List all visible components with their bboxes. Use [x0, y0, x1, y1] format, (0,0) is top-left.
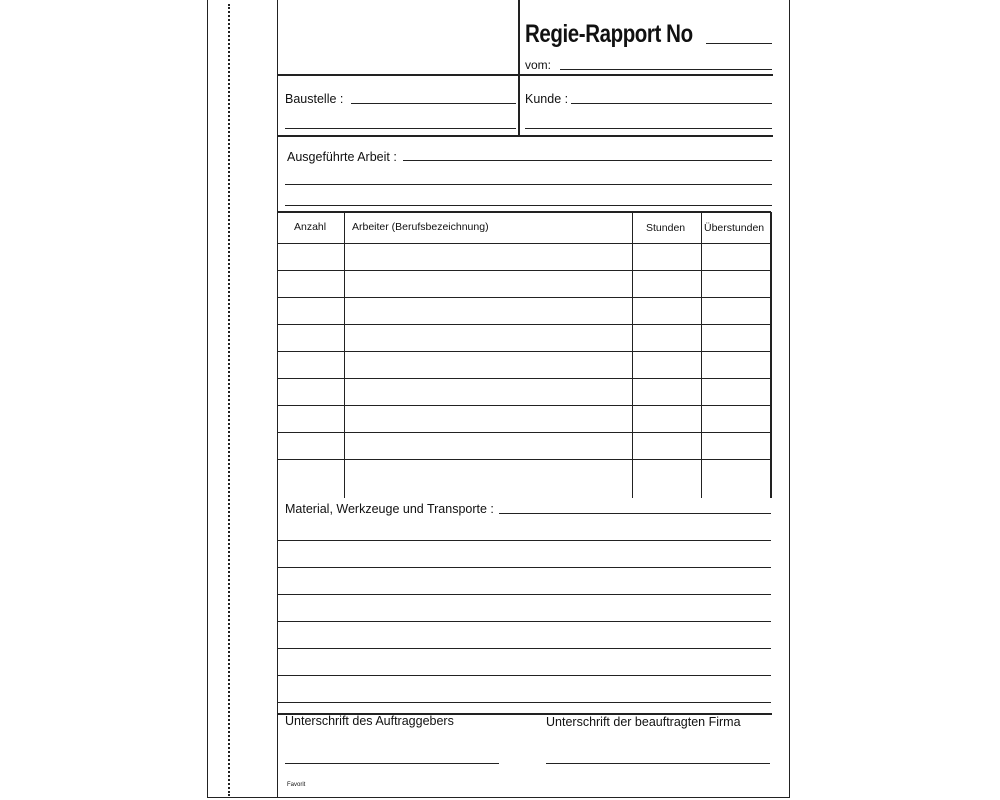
materials-line[interactable] [278, 594, 771, 595]
header-separator [278, 74, 773, 76]
col-header-overtime: Überstunden [704, 222, 765, 234]
table-row[interactable] [278, 405, 771, 406]
form-sheet [207, 0, 790, 798]
header-divider [518, 0, 520, 135]
form-title: Regie-Rapport No [525, 20, 693, 48]
table-row[interactable] [278, 270, 771, 271]
col-header-quantity: Anzahl [294, 221, 327, 233]
materials-line[interactable] [278, 621, 771, 622]
materials-field[interactable] [499, 513, 771, 514]
table-header-bottom [278, 243, 771, 244]
table-top-border [278, 211, 771, 213]
table-row[interactable] [278, 378, 771, 379]
table-row[interactable] [278, 324, 771, 325]
materials-line[interactable] [278, 567, 771, 568]
signature-company-label: Unterschrift der beauftragten Firma [546, 715, 741, 729]
work-field-line-3[interactable] [285, 205, 772, 206]
section-separator-work [278, 135, 773, 137]
table-row[interactable] [278, 351, 771, 352]
binding-margin-line [277, 0, 278, 798]
customer-field-line-2[interactable] [525, 128, 772, 129]
date-field[interactable] [560, 69, 772, 70]
materials-line[interactable] [278, 540, 771, 541]
table-row[interactable] [278, 459, 771, 460]
date-label: vom: [525, 58, 552, 72]
site-label: Baustelle : [285, 92, 344, 106]
perforation-line [228, 4, 230, 796]
work-field[interactable] [403, 160, 772, 161]
col-divider-1 [344, 212, 345, 498]
col-header-hours: Stunden [646, 222, 686, 234]
materials-line[interactable] [278, 702, 771, 703]
footer-brand: Favorit [287, 782, 306, 788]
table-right-border [770, 212, 772, 498]
site-field-line-2[interactable] [285, 128, 516, 129]
table-row[interactable] [278, 297, 771, 298]
work-field-line-2[interactable] [285, 184, 772, 185]
col-divider-2 [632, 212, 633, 498]
signature-company-field[interactable] [546, 763, 770, 764]
materials-line[interactable] [278, 675, 771, 676]
col-divider-3 [701, 212, 702, 498]
materials-label: Material, Werkzeuge und Transporte : [285, 502, 494, 516]
work-label: Ausgeführte Arbeit : [287, 150, 397, 164]
signature-client-label: Unterschrift des Auftraggebers [285, 714, 454, 728]
site-field[interactable] [351, 103, 516, 104]
report-number-field[interactable] [706, 43, 772, 44]
table-row[interactable] [278, 432, 771, 433]
materials-line[interactable] [278, 648, 771, 649]
signature-client-field[interactable] [285, 763, 499, 764]
customer-field[interactable] [571, 103, 772, 104]
customer-label: Kunde : [525, 92, 569, 106]
col-header-worker: Arbeiter (Berufsbezeichnung) [352, 221, 489, 233]
